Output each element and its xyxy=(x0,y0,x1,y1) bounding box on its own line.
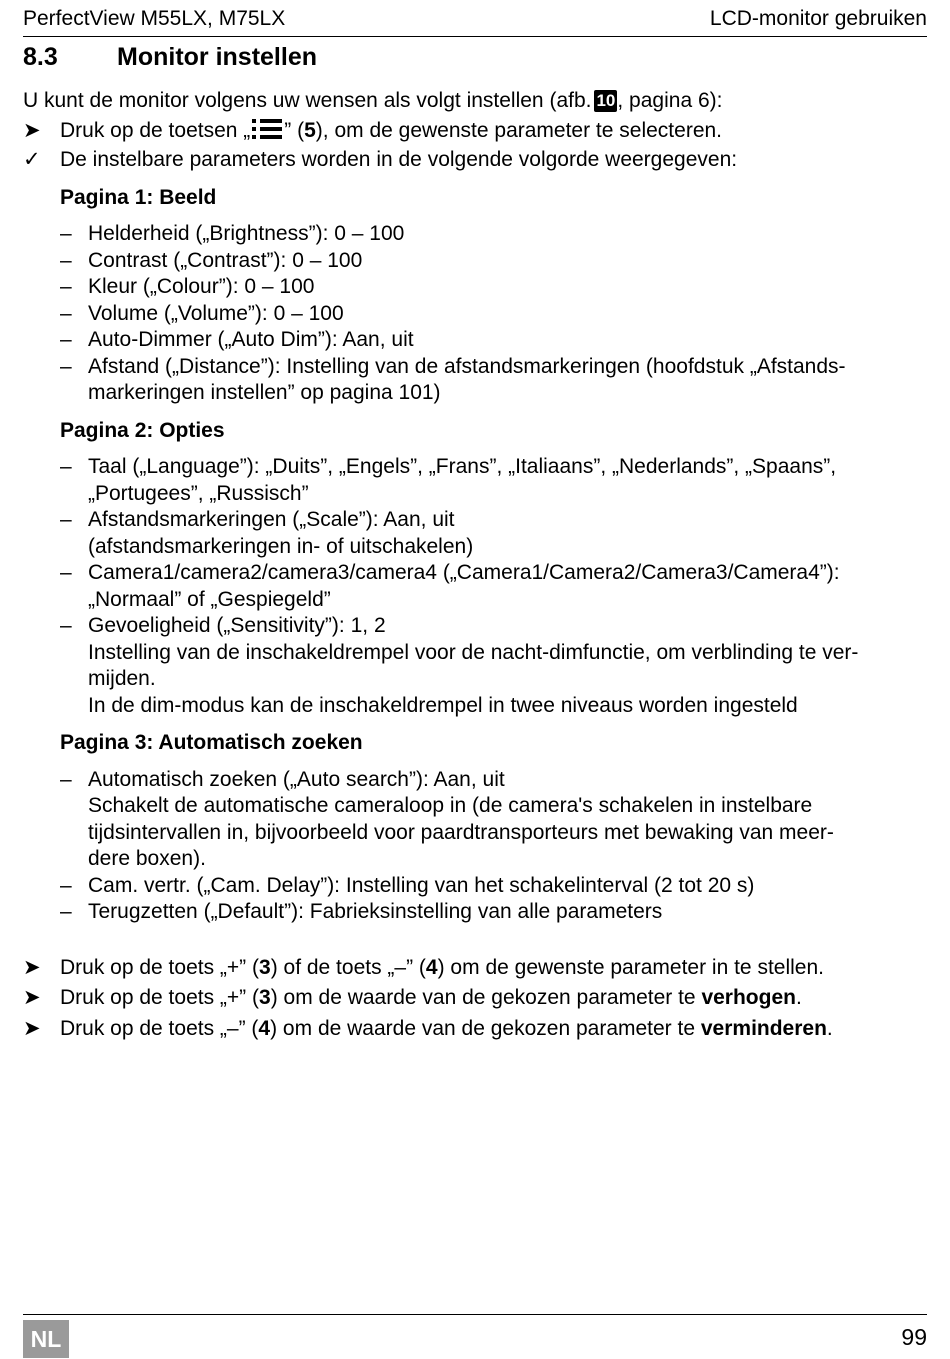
adjust-steps xyxy=(23,955,929,1043)
parameter-item-line: tijdsintervallen in, bijvoorbeeld voor paardtransporteurs met bewaking van meer- xyxy=(88,820,834,844)
arrow-bullet-icon: ➤ xyxy=(23,118,41,142)
parameter-item xyxy=(60,248,929,275)
parameter-item xyxy=(60,327,929,354)
parameter-item xyxy=(60,221,929,248)
parameter-item xyxy=(60,274,929,301)
intro-text-end: , pagina 6): xyxy=(617,89,723,112)
section-title: Monitor instellen xyxy=(117,43,317,71)
dash-bullet: – xyxy=(60,354,72,378)
parameter-item-line: Afstandsmarkeringen („Scale”): Aan, uit xyxy=(88,508,455,531)
dash-bullet: – xyxy=(60,508,72,531)
running-header-left: PerfectView M55LX, M75LX xyxy=(23,7,286,30)
parameter-item xyxy=(60,767,929,873)
parameter-item-line: Instelling van de inschakeldrempel voor de nacht-dimfunctie, om verblinding te ver- xyxy=(88,640,859,664)
parameter-item-line: „Portugees”, „Russisch” xyxy=(88,481,309,505)
dash-bullet: – xyxy=(60,767,72,791)
adjust-step-text: Druk op de toets „–” (4) om de waarde van de gekozen parameter te verminderen. xyxy=(60,1016,833,1040)
parameter-item xyxy=(60,873,929,900)
page-subheading: Pagina 3: Automatisch zoeken xyxy=(60,731,363,754)
parameter-item-line: „Normaal” of „Gespiegeld” xyxy=(88,587,331,611)
dash-bullet: – xyxy=(60,248,72,272)
select-step-text: Druk op de toetsen „ ” (5), om de gewenste parameter te selecteren. xyxy=(60,118,723,142)
parameter-item-line: Schakelt de automatische cameraloop in (de camera's schakelen in instelbare xyxy=(88,794,813,817)
adjust-step xyxy=(23,985,929,1012)
parameter-pages xyxy=(23,185,929,926)
parameter-item xyxy=(60,560,929,613)
parameter-item-line: Taal („Language”): „Duits”, „Engels”, „Frans”, „Italiaans”, „Nederlands”, „Spaans”, xyxy=(88,455,837,478)
intro-paragraph xyxy=(23,88,929,115)
parameter-item xyxy=(60,613,929,719)
parameter-item-line: Afstand („Distance”): Instelling van de afstandsmarkeringen (hoofdstuk „Afstands- xyxy=(88,354,846,378)
parameter-item-line: Automatisch zoeken („Auto search”): Aan, uit xyxy=(88,767,505,791)
parameter-item-line: Terugzetten („Default”): Fabrieksinstelling van alle parameters xyxy=(88,900,663,923)
arrow-bullet-icon: ➤ xyxy=(23,1016,41,1040)
page-subheading: Pagina 2: Opties xyxy=(60,418,225,442)
dash-bullet: – xyxy=(60,301,72,325)
parameter-item xyxy=(60,354,929,407)
section-heading xyxy=(23,42,317,72)
parameter-item-line: Helderheid („Brightness”): 0 – 100 xyxy=(88,222,405,245)
dash-bullet: – xyxy=(60,455,72,478)
dash-bullet: – xyxy=(60,900,72,923)
parameter-item-line: Volume („Volume”): 0 – 100 xyxy=(88,301,344,325)
dash-bullet: – xyxy=(60,614,72,637)
menu-list-icon xyxy=(250,118,284,140)
parameter-item-line: Camera1/camera2/camera3/camera4 („Camera1/Camera2/Camera3/Camera4”): xyxy=(88,561,840,584)
page-body xyxy=(23,88,929,1046)
section-number: 8.3 xyxy=(23,43,58,71)
parameter-item-line: In de dim-modus kan de inschakeldrempel in twee niveaus worden ingesteld xyxy=(88,693,798,717)
parameter-item-line: Kleur („Colour”): 0 – 100 xyxy=(88,275,315,298)
adjust-step xyxy=(23,1016,929,1043)
dash-bullet: – xyxy=(60,222,72,245)
footer-divider xyxy=(23,1314,927,1315)
header-divider xyxy=(23,36,927,37)
parameter-item-line: markeringen instellen” op pagina 101) xyxy=(88,381,441,404)
dash-bullet: – xyxy=(60,873,72,897)
dash-bullet: – xyxy=(60,275,72,298)
parameter-item-line: Contrast („Contrast”): 0 – 100 xyxy=(88,248,363,272)
parameter-item-line: Gevoeligheid („Sensitivity”): 1, 2 xyxy=(88,614,386,637)
arrow-bullet-icon: ➤ xyxy=(23,955,41,979)
running-header-right: LCD-monitor gebruiken xyxy=(709,7,927,30)
page-subheading: Pagina 1: Beeld xyxy=(60,185,217,209)
parameter-item xyxy=(60,507,929,560)
note-text: De instelbare parameters worden in de volgende volgorde weergegeven: xyxy=(60,148,738,171)
select-step xyxy=(23,118,929,145)
dash-bullet: – xyxy=(60,561,72,584)
parameter-item-line: mijden. xyxy=(88,667,156,690)
language-badge: NL xyxy=(23,1320,69,1358)
adjust-step-text: Druk op de toets „+” (3) of de toets „–” (4) om de gewenste parameter in te stellen. xyxy=(60,955,824,979)
arrow-bullet-icon: ➤ xyxy=(23,986,41,1009)
parameter-item-line: (afstandsmarkeringen in- of uitschakelen) xyxy=(88,534,474,558)
figure-reference-badge: 10 xyxy=(596,91,616,110)
parameter-item-line: dere boxen). xyxy=(88,847,206,870)
parameter-item-line: Cam. vertr. („Cam. Delay”): Instelling van het schakelinterval (2 tot 20 s) xyxy=(88,873,755,897)
page-number: 99 xyxy=(901,1324,927,1350)
parameter-item-line: Auto-Dimmer („Auto Dim”): Aan, uit xyxy=(88,328,414,351)
parameter-item xyxy=(60,899,929,926)
parameter-item xyxy=(60,454,929,507)
adjust-step-text: Druk op de toets „+” (3) om de waarde van de gekozen parameter te verhogen. xyxy=(60,986,802,1009)
adjust-step xyxy=(23,955,929,982)
checkmark-icon: ✓ xyxy=(23,148,41,171)
parameter-item xyxy=(60,301,929,328)
dash-bullet: – xyxy=(60,328,72,351)
note-line xyxy=(23,147,929,174)
intro-text: U kunt de monitor volgens uw wensen als volgt instellen (afb. xyxy=(23,89,592,112)
